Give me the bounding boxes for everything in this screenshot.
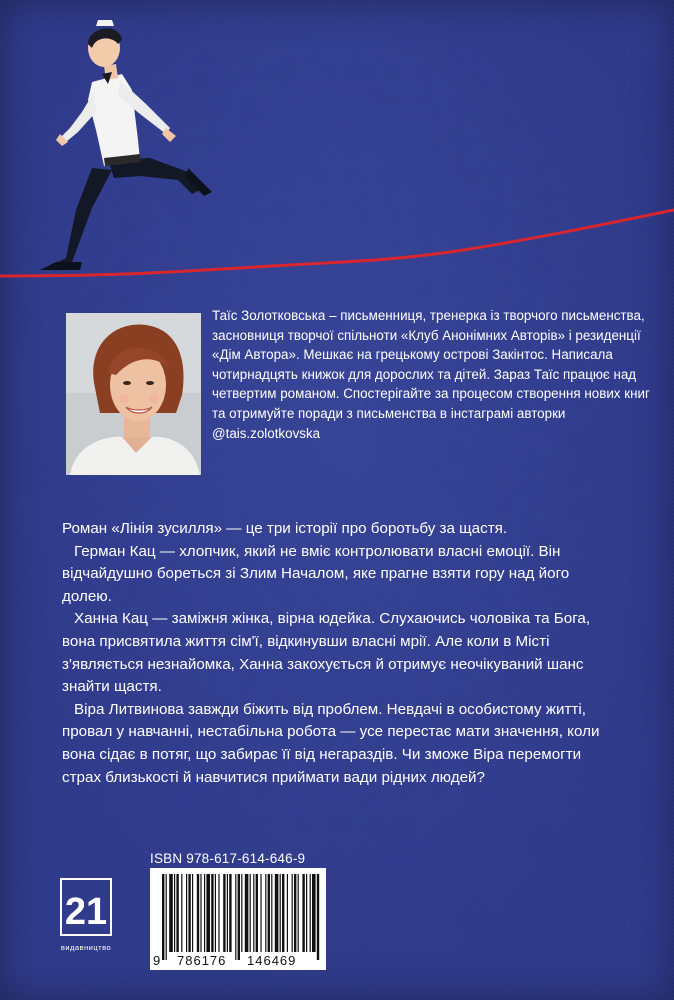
barcode-bar — [174, 874, 175, 952]
barcode-bar — [302, 874, 304, 952]
barcode-bar — [294, 874, 296, 952]
publisher-logo — [60, 878, 112, 954]
barcode-digit-first: 9 — [153, 953, 162, 968]
barcode-bar — [223, 874, 225, 952]
barcode-bar — [188, 874, 190, 952]
barcode-bar — [271, 874, 272, 952]
running-man-figure — [40, 20, 212, 270]
barcode-bar — [197, 874, 199, 952]
barcode-bar — [206, 874, 210, 952]
barcode-bar — [312, 874, 316, 952]
publisher-logo-text: 21 — [64, 891, 108, 933]
barcode-bar — [181, 874, 182, 952]
barcode-bar — [275, 874, 279, 952]
blurb-paragraph-4: Віра Литвинова завжди біжить від проблем. Невдачі в особистому житті, провал у навчанні, нестабільна робота — усе перестає мати значення, коли вона сідає в потяг, що забирає її від негараздів. Чи зможе Віра перемогти страх близькості й навчитися приймати вади рідних людей? — [62, 700, 600, 786]
barcode-bar — [256, 874, 258, 952]
barcode-bar — [250, 874, 251, 952]
barcode-bar — [200, 874, 201, 952]
barcode-bar — [306, 874, 307, 952]
barcode-bar — [268, 874, 270, 952]
barcode-bar — [238, 874, 240, 960]
author-photo — [66, 313, 201, 475]
barcode-bar — [235, 874, 236, 960]
barcode-bar — [298, 874, 299, 952]
barcode-bar — [245, 874, 249, 952]
barcode-bar — [241, 874, 242, 952]
barcode-bar — [280, 874, 281, 952]
publisher-caption: видавництво — [60, 943, 112, 952]
running-man-illustration — [0, 0, 674, 300]
blurb-paragraph-3: Ханна Кац — заміжня жінка, вірна юдейка. Слухаючись чоловіка та Бога, вона присвятила життя сім'ї, відкинувши власні мрії. Але коли в Місті з'являється незнайомка, Ханна закохується й отримує неочікуваний шанс знайти щастя. — [62, 610, 591, 696]
barcode-bar — [166, 874, 167, 960]
barcode-digit-group-1: 786176 — [177, 953, 227, 968]
author-bio — [212, 306, 652, 443]
barcode-bar — [229, 874, 231, 952]
barcode-bar — [227, 874, 228, 952]
barcode-bar — [282, 874, 284, 952]
barcode-digit-group-2: 146469 — [247, 953, 297, 968]
barcode-bar — [176, 874, 178, 952]
barcode-bar — [287, 874, 288, 952]
barcode-bar — [192, 874, 193, 952]
blurb-paragraph-2: Герман Кац — хлопчик, який не вміє контролювати власні емоції. Він відчайдушно бореться зі Злим Началом, яке прагне взяти гору над його долею. — [62, 542, 570, 605]
barcode — [150, 868, 326, 970]
barcode-bar — [211, 874, 213, 952]
barcode-bar — [169, 874, 173, 952]
barcode-bar — [260, 874, 261, 952]
barcode-bar — [186, 874, 187, 952]
blurb-paragraph-1: Роман «Лінія зусилля» — це три історії про боротьбу за щастя. — [62, 520, 508, 537]
barcode-bar — [310, 874, 311, 952]
isbn-label: ISBN 978-617-614-646-9 — [150, 851, 306, 866]
barcode-bar — [265, 874, 266, 952]
barcode-bar — [317, 874, 319, 960]
book-blurb — [62, 518, 614, 789]
author-bio-text: Таїс Золотковська – письменниця, тренерка із творчого письменства, засновниця творчої спільноти «Клуб Анонімних Авторів» і резиденції «Дім Автора». Мешкає на грецькому острові Закінтос. Написала чотирнадцять книжок для дорослих та дітей. Зараз Таїс працює над четвертим романом. Спостерігайте за процесом створення нових книг та отримуйте поради з письменства в інстаграмі авторки @tais.zolotkovska — [212, 308, 650, 441]
barcode-bar — [292, 874, 293, 952]
barcode-bar — [162, 874, 164, 960]
barcode-bar — [218, 874, 219, 952]
barcode-bar — [204, 874, 205, 952]
barcode-bar — [215, 874, 216, 952]
barcode-bar — [253, 874, 254, 952]
effort-line — [0, 210, 674, 276]
